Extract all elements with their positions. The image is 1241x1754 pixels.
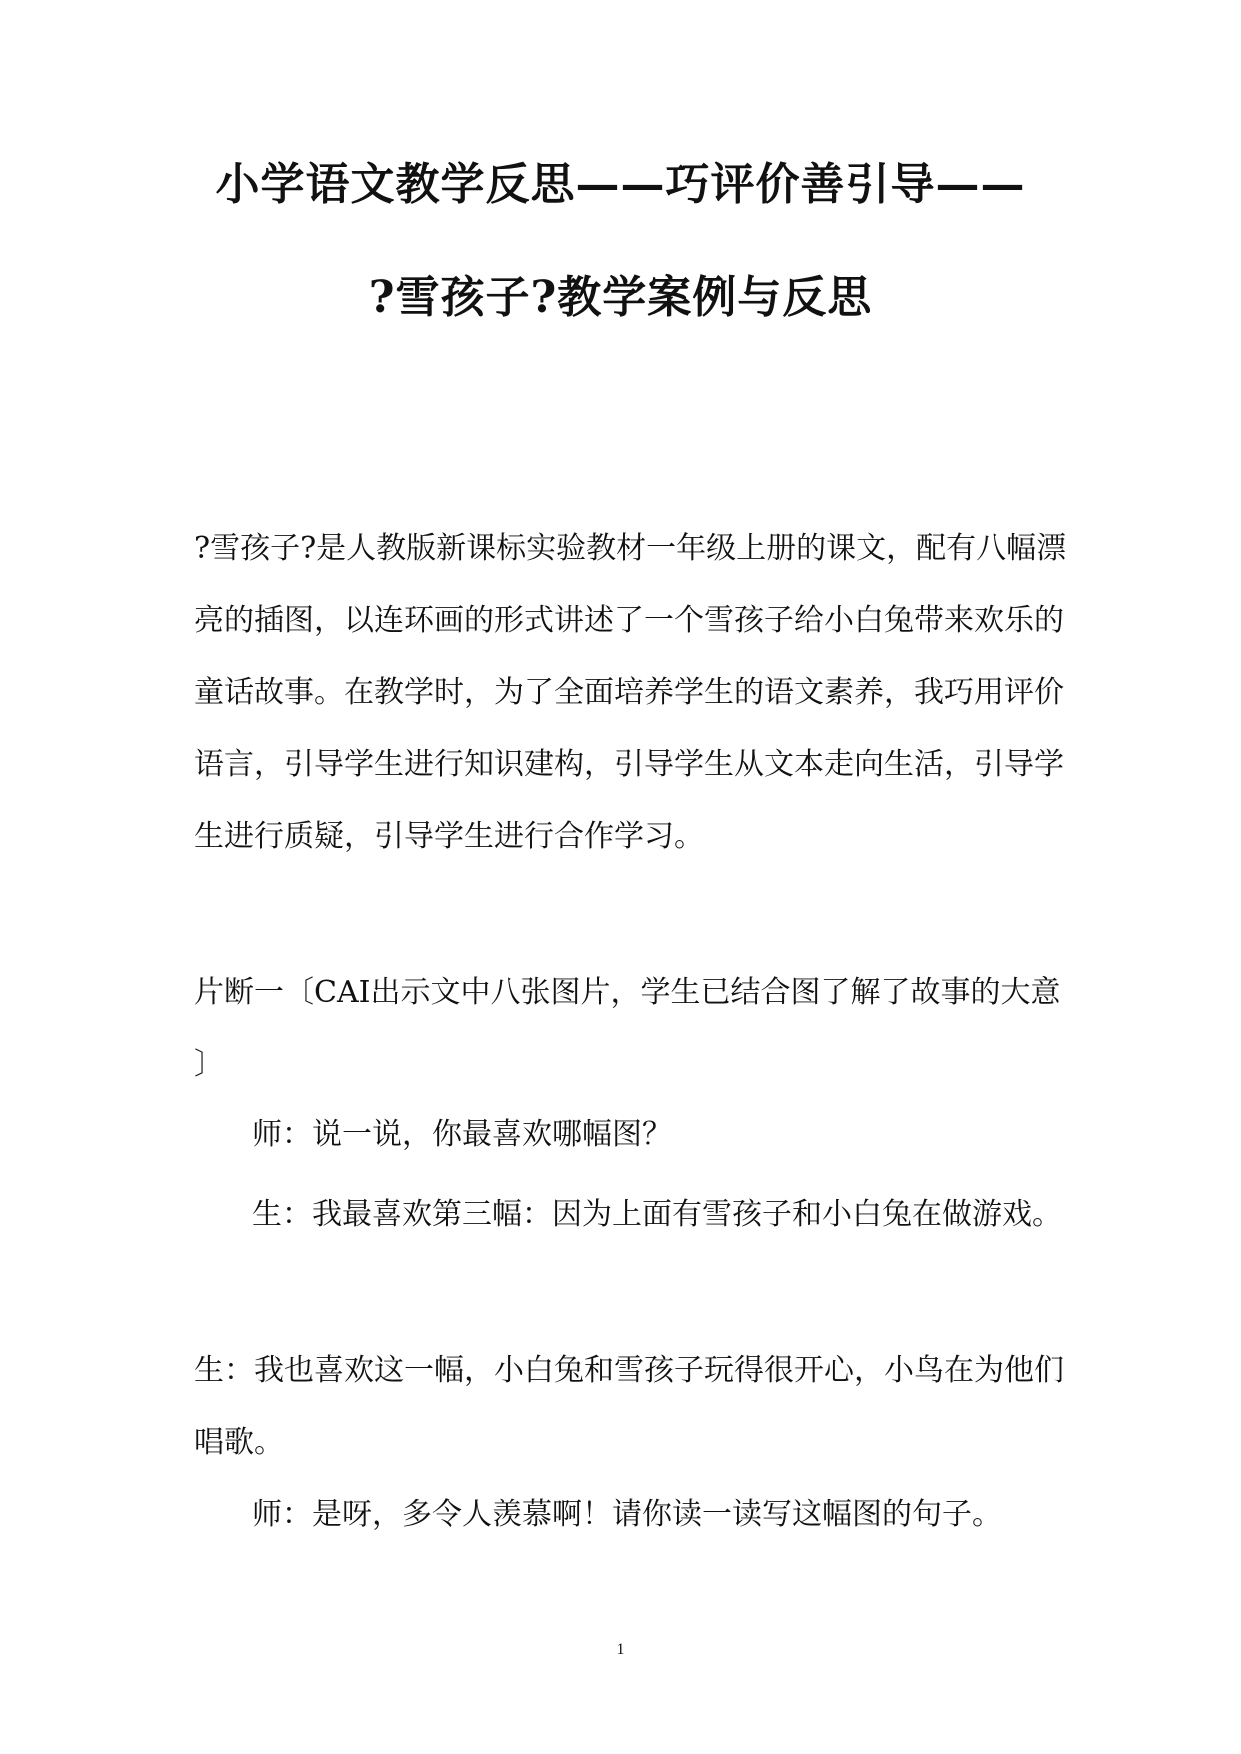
dialogue-teacher-1: 师：说一说，你最喜欢哪幅图？ [252,1117,672,1152]
page-number: 1 [616,1641,625,1658]
segment-heading-line-1: 片断一〔CAI出示文中八张图片，学生已结合图了解了故事的大意 [194,975,1061,1010]
dialogue-teacher-2: 师：是呀，多令人羡慕啊！请你读一读写这幅图的句子。 [252,1497,1002,1532]
intro-line-5: 生进行质疑，引导学生进行合作学习。 [194,819,704,854]
dialogue-student-1: 生：我最喜欢第三幅：因为上面有雪孩子和小白兔在做游戏。 [252,1197,1062,1232]
dialogue-student-2-line-1: 生：我也喜欢这一幅，小白兔和雪孩子玩得很开心，小鸟在为他们 [194,1353,1064,1388]
intro-line-3: 童话故事。在教学时，为了全面培养学生的语文素养，我巧用评价 [194,675,1064,710]
intro-line-2: 亮的插图，以连环画的形式讲述了一个雪孩子给小白兔带来欢乐的 [194,603,1064,638]
segment-heading-line-2: 〕 [194,1047,224,1082]
dialogue-student-2-line-2: 唱歌。 [194,1425,284,1460]
document-title-line-2: ?雪孩子?教学案例与反思 [368,272,873,323]
intro-line-1: ?雪孩子?是人教版新课标实验教材一年级上册的课文，配有八幅漂 [194,531,1067,566]
document-title-line-1: 小学语文教学反思——巧评价善引导—— [215,159,1026,210]
intro-line-4: 语言，引导学生进行知识建构，引导学生从文本走向生活，引导学 [194,747,1064,782]
